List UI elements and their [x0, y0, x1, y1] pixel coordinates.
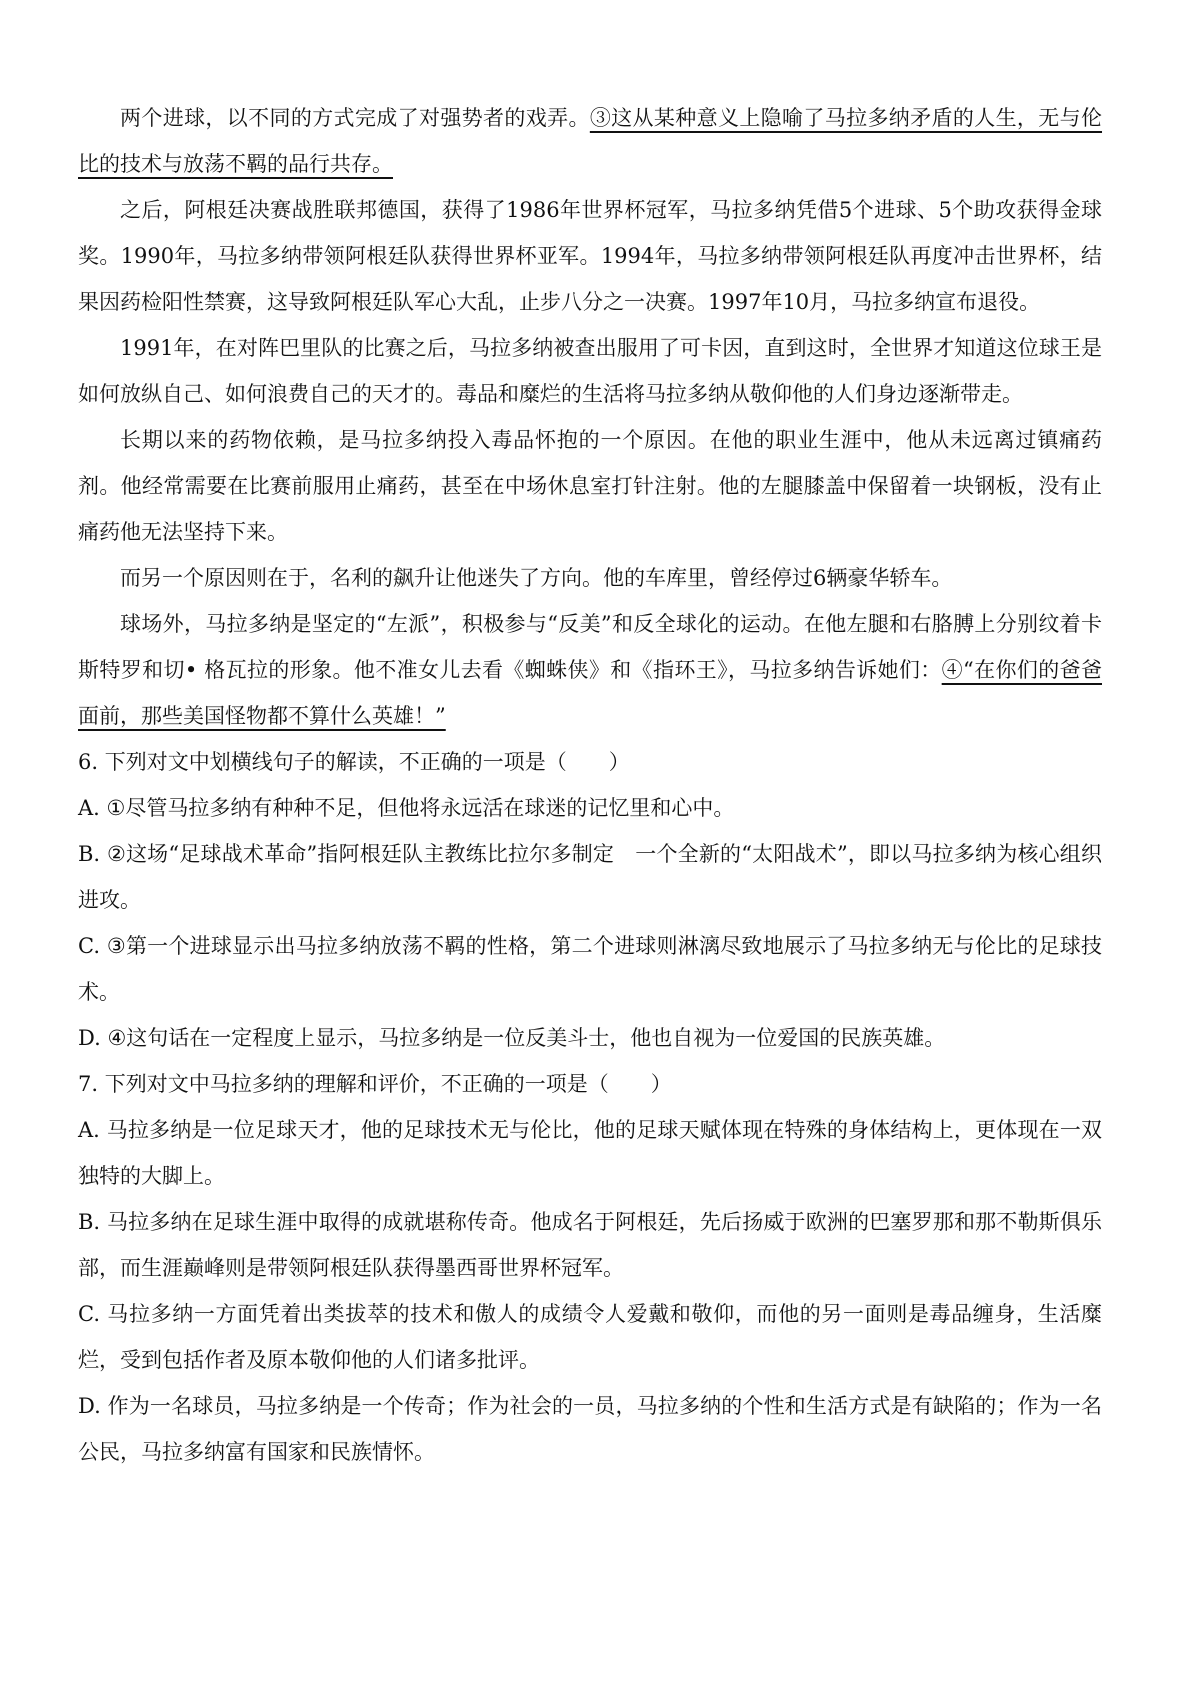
question-stem: 7. 下列对文中马拉多纳的理解和评价，不正确的一项是（ ） — [78, 1072, 672, 1096]
underlined-sentence-4: ④“在你们的爸爸面前，那些美国怪物都不算什么英雄！” — [78, 658, 1102, 728]
question-option: C. ③第一个进球显示出马拉多纳放荡不羁的性格，第二个进球则淋漓尽致地展示了马拉多纳无与伦比的足球技术。 — [78, 934, 1102, 1004]
question-option: A. ①尽管马拉多纳有种种不足，但他将永远活在球迷的记忆里和心中。 — [78, 796, 735, 820]
question-option: D. 作为一名球员，马拉多纳是一个传奇；作为社会的一员，马拉多纳的个性和生活方式是有缺陷的；作为一名公民，马拉多纳富有国家和民族情怀。 — [78, 1394, 1102, 1464]
passage-paragraph: 之后，阿根廷决赛战胜联邦德国，获得了1986年世界杯冠军，马拉多纳凭借5个进球、5个助攻获得金球奖。1990年，马拉多纳带领阿根廷队获得世界杯亚军。1994年，马拉多纳带领阿根廷队再度冲击世界杯，结果因药检阳性禁赛，这导致阿根廷队军心大乱，止步八分之一决赛。1997年10月，马拉多纳宣布退役。 — [78, 198, 1102, 314]
passage-paragraph: 1991年，在对阵巴里队的比赛之后，马拉多纳被查出服用了可卡因，直到这时，全世界才知道这位球王是如何放纵自己、如何浪费自己的天才的。毒品和糜烂的生活将马拉多纳从敬仰他的人们身边逐渐带走。 — [78, 336, 1102, 406]
passage-paragraph — [78, 95, 1102, 187]
underlined-sentence-3: ③这从某种意义上隐喻了马拉多纳矛盾的人生，无与伦比的技术与放荡不羁的品行共存。 — [78, 106, 1103, 176]
passage-paragraph: 而另一个原因则在于，名利的飙升让他迷失了方向。他的车库里，曾经停过6辆豪华轿车。 — [120, 566, 953, 590]
question-option: B. 马拉多纳在足球生涯中取得的成就堪称传奇。他成名于阿根廷，先后扬威于欧洲的巴塞罗那和那不勒斯俱乐部，而生涯巅峰则是带领阿根廷队获得墨西哥世界杯冠军。 — [78, 1210, 1102, 1280]
passage-text: 球场外，马拉多纳是坚定的“左派”，积极参与“反美”和反全球化的运动。在他左腿和右胳膊上分别纹着卡斯特罗和切• 格瓦拉的形象。他不准女儿去看《蜘蛛侠》和《指环王》，马拉多纳告诉她们： — [78, 612, 1102, 682]
passage-paragraph — [78, 601, 1102, 739]
question-option: D. ④这句话在一定程度上显示，马拉多纳是一位反美斗士，他也自视为一位爱国的民族英雄。 — [78, 1026, 946, 1050]
document-page — [78, 95, 1102, 1475]
question-option: C. 马拉多纳一方面凭着出类拔萃的技术和傲人的成绩令人爱戴和敬仰，而他的另一面则是毒品缠身，生活糜烂，受到包括作者及原本敬仰他的人们诸多批评。 — [78, 1302, 1102, 1372]
question-option: A. 马拉多纳是一位足球天才，他的足球技术无与伦比，他的足球天赋体现在特殊的身体结构上，更体现在一双独特的大脚上。 — [78, 1118, 1102, 1188]
question-stem: 6. 下列对文中划横线句子的解读，不正确的一项是（ ） — [78, 750, 630, 774]
question-option: B. ②这场“足球战术革命”指阿根廷队主教练比拉尔多制定 一个全新的“太阳战术”，即以马拉多纳为核心组织进攻。 — [78, 842, 1102, 912]
passage-paragraph: 长期以来的药物依赖，是马拉多纳投入毒品怀抱的一个原因。在他的职业生涯中，他从未远离过镇痛药剂。他经常需要在比赛前服用止痛药，甚至在中场休息室打针注射。他的左腿膝盖中保留着一块钢板，没有止痛药他无法坚持下来。 — [78, 428, 1102, 544]
passage-text: 两个进球，以不同的方式完成了对强势者的戏弄。 — [120, 106, 590, 130]
